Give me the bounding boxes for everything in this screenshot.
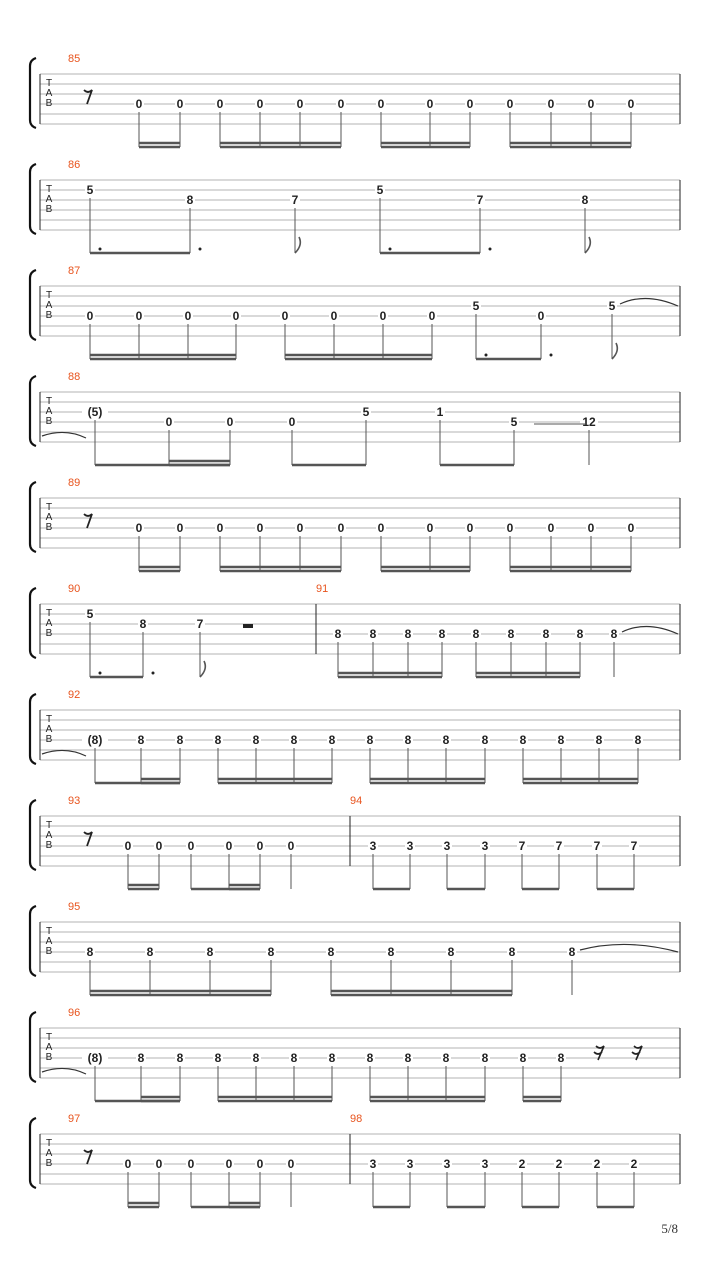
tab-note: 8 — [542, 627, 550, 641]
dotted-rhythm — [99, 248, 102, 251]
measure-92 — [68, 689, 643, 783]
tab-note: 0 — [165, 415, 173, 429]
tab-note: 5 — [510, 415, 518, 429]
system-brace — [30, 694, 36, 764]
tab-note: 0 — [256, 1157, 264, 1171]
tab-note: 0 — [287, 839, 295, 853]
tab-note: 8 — [481, 1051, 489, 1065]
tab-note: 8 — [519, 1051, 527, 1065]
tab-clef-letter: A — [45, 1148, 53, 1159]
tab-note: 5 — [362, 405, 370, 419]
tab-note: 0 — [428, 309, 436, 323]
tab-note: 7 — [291, 193, 299, 207]
tab-note: 0 — [296, 521, 304, 535]
eighth-rest — [84, 1150, 92, 1164]
measure-number: 98 — [350, 1113, 363, 1125]
tab-clef-letter: B — [45, 1158, 53, 1169]
tab-note: 0 — [547, 97, 555, 111]
tab-note: 3 — [481, 1157, 489, 1171]
tab-clef-letter: T — [45, 502, 53, 513]
measure-94 — [350, 795, 639, 889]
dotted-rhythm — [152, 672, 155, 675]
measure-number: 95 — [68, 901, 81, 913]
measure-89 — [68, 477, 636, 571]
tab-note: 0 — [135, 309, 143, 323]
tab-clef-letter: T — [45, 1032, 53, 1043]
tie-arc — [42, 1068, 86, 1074]
tab-note: 2 — [518, 1157, 526, 1171]
tab-note: 8 — [519, 733, 527, 747]
note-flag — [612, 343, 617, 359]
tab-note: 8 — [327, 945, 335, 959]
measure-91 — [316, 583, 619, 677]
tab-clef-letter: T — [45, 78, 53, 89]
tab-note: 3 — [406, 839, 414, 853]
tab-note: 0 — [187, 839, 195, 853]
tab-note: 0 — [466, 521, 474, 535]
system-5 — [30, 477, 680, 571]
measure-number: 88 — [68, 371, 81, 383]
tab-note: 0 — [187, 1157, 195, 1171]
system-1 — [30, 53, 680, 147]
tab-note: 0 — [256, 97, 264, 111]
tab-note: 8 — [634, 733, 642, 747]
tab-note: 8 — [442, 733, 450, 747]
tab-note: 8 — [334, 627, 342, 641]
tab-clef-letter: A — [45, 830, 53, 841]
tab-note: 0 — [337, 97, 345, 111]
tab-note: 0 — [216, 521, 224, 535]
tab-note: 0 — [225, 839, 233, 853]
measure-number: 94 — [350, 795, 363, 807]
tab-note: 0 — [176, 97, 184, 111]
tab-note: 0 — [377, 97, 385, 111]
tab-note: 8 — [472, 627, 480, 641]
eighth-rest — [84, 832, 92, 846]
tab-note: 8 — [252, 733, 260, 747]
tab-note: 5 — [376, 183, 384, 197]
system-brace — [30, 800, 36, 870]
tab-note: 8 — [146, 945, 154, 959]
tab-note: 0 — [287, 1157, 295, 1171]
tab-clef-letter: A — [45, 406, 53, 417]
tab-note: 0 — [337, 521, 345, 535]
tab-note: 8 — [369, 627, 377, 641]
tab-note: 0 — [256, 521, 264, 535]
tab-note: 8 — [507, 627, 515, 641]
tab-clef-letter: B — [45, 1052, 53, 1063]
tab-clef-letter: B — [45, 310, 53, 321]
tab-note: 0 — [627, 97, 635, 111]
tab-clef-letter: A — [45, 936, 53, 947]
tab-note: 8 — [176, 1051, 184, 1065]
dotted-rhythm — [489, 248, 492, 251]
tab-note: 8 — [366, 733, 374, 747]
measure-number: 92 — [68, 689, 81, 701]
system-brace — [30, 270, 36, 340]
system-brace — [30, 1118, 36, 1188]
system-4 — [30, 371, 680, 465]
tab-clef-letter: B — [45, 522, 53, 533]
tab-clef-letter: B — [45, 734, 53, 745]
tab-clef-letter: T — [45, 184, 53, 195]
tab-clef-letter: B — [45, 416, 53, 427]
tab-clef-letter: T — [45, 608, 53, 619]
dotted-rhythm — [199, 248, 202, 251]
tab-note: 8 — [366, 1051, 374, 1065]
tab-note: 0 — [226, 415, 234, 429]
measure-number: 93 — [68, 795, 81, 807]
tab-note: 8 — [290, 1051, 298, 1065]
measure-88 — [68, 371, 598, 465]
measure-86 — [68, 159, 590, 253]
tab-note: 2 — [630, 1157, 638, 1171]
tab-note: 8 — [581, 193, 589, 207]
tab-note: 0 — [426, 521, 434, 535]
tab-clef-letter: B — [45, 628, 53, 639]
tab-note: 8 — [137, 1051, 145, 1065]
tab-note: 0 — [466, 97, 474, 111]
half-rest — [243, 624, 253, 628]
tab-note: 8 — [576, 627, 584, 641]
system-11 — [30, 1113, 680, 1207]
tab-note: 8 — [328, 1051, 336, 1065]
tab-note: 0 — [506, 521, 514, 535]
tab-note: 0 — [377, 521, 385, 535]
tab-note: 0 — [547, 521, 555, 535]
tab-note: 7 — [630, 839, 638, 853]
dotted-rhythm — [99, 672, 102, 675]
tab-note: 0 — [176, 521, 184, 535]
measure-number: 85 — [68, 53, 81, 65]
note-flag — [200, 661, 205, 677]
measure-number: 89 — [68, 477, 81, 489]
system-3 — [30, 265, 680, 359]
tab-note: 3 — [443, 1157, 451, 1171]
note-flag — [585, 237, 590, 253]
page-number: 5/8 — [661, 1221, 678, 1236]
tab-note: 5 — [86, 607, 94, 621]
tab-note: 7 — [555, 839, 563, 853]
tab-note: 8 — [387, 945, 395, 959]
tab-note: 7 — [476, 193, 484, 207]
system-brace — [30, 376, 36, 446]
measure-93 — [68, 795, 296, 889]
tab-clef-letter: A — [45, 300, 53, 311]
system-10 — [30, 1007, 680, 1101]
tab-note: 8 — [404, 733, 412, 747]
eighth-rest — [84, 514, 92, 528]
tab-clef-letter: B — [45, 946, 53, 957]
tab-note: 0 — [135, 521, 143, 535]
tie-arc — [42, 432, 86, 438]
tab-note: 8 — [595, 733, 603, 747]
measure-number: 90 — [68, 583, 81, 595]
tab-note: 8 — [328, 733, 336, 747]
tab-clef-letter: T — [45, 714, 53, 725]
eighth-rest — [84, 90, 92, 104]
tab-note: 0 — [256, 839, 264, 853]
tab-note: 8 — [447, 945, 455, 959]
tab-note: 8 — [137, 733, 145, 747]
tab-note: 3 — [369, 839, 377, 853]
system-brace — [30, 58, 36, 128]
tie-arc — [580, 944, 678, 952]
tab-note: 7 — [518, 839, 526, 853]
tab-note: 8 — [557, 1051, 565, 1065]
tab-note: 0 — [537, 309, 545, 323]
tab-note: 0 — [296, 97, 304, 111]
measure-98 — [350, 1113, 639, 1207]
tie-arc — [620, 298, 678, 306]
tab-note: 5 — [608, 299, 616, 313]
measure-85 — [68, 53, 636, 147]
measure-number: 96 — [68, 1007, 81, 1019]
tab-note: 0 — [155, 1157, 163, 1171]
tab-note: 8 — [214, 733, 222, 747]
dotted-rhythm — [485, 354, 488, 357]
tab-note: 0 — [184, 309, 192, 323]
tab-note: 1 — [436, 405, 444, 419]
system-9 — [30, 901, 680, 995]
measure-87 — [68, 265, 617, 359]
measure-96 — [68, 1007, 566, 1101]
tab-clef-letter: A — [45, 1042, 53, 1053]
system-7 — [30, 689, 680, 783]
measure-95 — [68, 901, 577, 995]
tab-note: 0 — [135, 97, 143, 111]
system-8 — [30, 795, 680, 889]
tab-note: 8 — [206, 945, 214, 959]
tab-note: 0 — [216, 97, 224, 111]
tab-note: 8 — [290, 733, 298, 747]
tab-note: 8 — [139, 617, 147, 631]
tab-note: 0 — [124, 839, 132, 853]
system-brace — [30, 482, 36, 552]
tab-clef-letter: T — [45, 820, 53, 831]
tab-note: 2 — [555, 1157, 563, 1171]
note-flag — [295, 237, 300, 253]
tab-note: 8 — [438, 627, 446, 641]
tab-note: 0 — [288, 415, 296, 429]
tab-note: 0 — [330, 309, 338, 323]
tab-note: 5 — [472, 299, 480, 313]
tie-arc — [42, 750, 86, 756]
tab-clef-letter: B — [45, 204, 53, 215]
tab-note: 12 — [582, 415, 596, 429]
tab-clef-letter: A — [45, 724, 53, 735]
tab-note: (5) — [87, 405, 103, 419]
system-brace — [30, 588, 36, 658]
tab-note: 2 — [593, 1157, 601, 1171]
tab-note: 8 — [186, 193, 194, 207]
tab-note: 0 — [86, 309, 94, 323]
tab-note: 0 — [232, 309, 240, 323]
tab-note: 3 — [443, 839, 451, 853]
tab-clef-letter: A — [45, 618, 53, 629]
tab-note: 5 — [86, 183, 94, 197]
tab-note: 3 — [406, 1157, 414, 1171]
dotted-rhythm — [550, 354, 553, 357]
tab-note: 3 — [481, 839, 489, 853]
measure-number: 86 — [68, 159, 81, 171]
tab-note: 8 — [610, 627, 618, 641]
tab-note: (8) — [87, 1051, 103, 1065]
tab-note: 8 — [442, 1051, 450, 1065]
tab-note: 8 — [568, 945, 576, 959]
tab-clef-letter: B — [45, 840, 53, 851]
tab-clef-letter: T — [45, 1138, 53, 1149]
tab-clef-letter: A — [45, 88, 53, 99]
tab-note: 8 — [404, 627, 412, 641]
tab-clef-letter: A — [45, 512, 53, 523]
system-brace — [30, 1012, 36, 1082]
tab-clef-letter: T — [45, 290, 53, 301]
measure-90 — [68, 583, 253, 677]
tab-note: 8 — [481, 733, 489, 747]
tab-note: 0 — [379, 309, 387, 323]
measure-number: 91 — [316, 583, 329, 595]
tab-note: 3 — [369, 1157, 377, 1171]
tab-note: 0 — [124, 1157, 132, 1171]
measure-number: 87 — [68, 265, 81, 277]
system-2 — [30, 159, 680, 253]
tab-note: 0 — [225, 1157, 233, 1171]
dotted-rhythm — [389, 248, 392, 251]
tab-note: 8 — [267, 945, 275, 959]
tab-note: 7 — [196, 617, 204, 631]
measure-number: 97 — [68, 1113, 81, 1125]
system-brace — [30, 906, 36, 976]
tab-note: 0 — [587, 521, 595, 535]
tab-clef-letter: T — [45, 926, 53, 937]
tab-note: 0 — [627, 521, 635, 535]
tab-note: 8 — [557, 733, 565, 747]
tab-note: 0 — [506, 97, 514, 111]
tab-note: 8 — [252, 1051, 260, 1065]
system-brace — [30, 164, 36, 234]
tab-note: (8) — [87, 733, 103, 747]
tab-note: 8 — [508, 945, 516, 959]
tie-arc — [622, 626, 678, 634]
tab-note: 0 — [426, 97, 434, 111]
system-6 — [30, 583, 680, 677]
tab-note: 8 — [214, 1051, 222, 1065]
tab-clef-letter: T — [45, 396, 53, 407]
tab-note: 8 — [404, 1051, 412, 1065]
tab-note: 8 — [176, 733, 184, 747]
tab-note: 0 — [281, 309, 289, 323]
tab-note: 0 — [155, 839, 163, 853]
tab-note: 8 — [86, 945, 94, 959]
tab-clef-letter: B — [45, 98, 53, 109]
tab-clef-letter: A — [45, 194, 53, 205]
measure-97 — [68, 1113, 296, 1207]
tab-note: 0 — [587, 97, 595, 111]
tab-note: 7 — [593, 839, 601, 853]
